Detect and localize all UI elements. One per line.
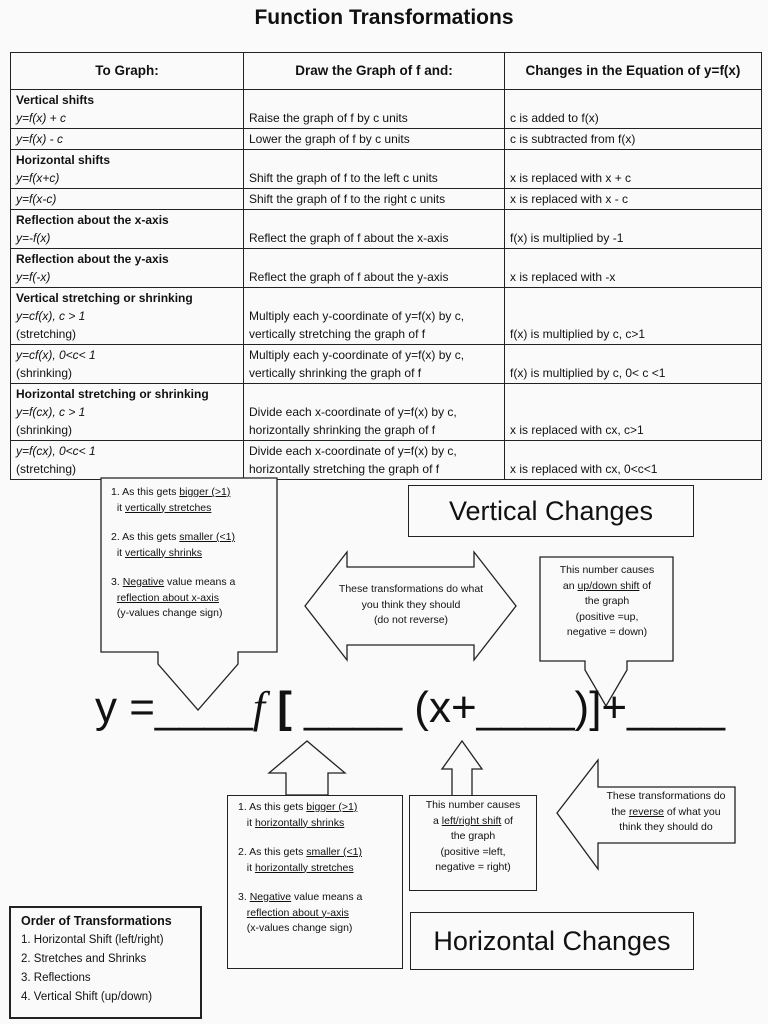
row-heading: Horizontal shifts — [16, 153, 111, 167]
horizontal-factor-note: 1. As this gets bigger (>1) it horizontally shrinks 2. As this gets smaller (<1) it horizontally stretches 3. Negative value means a reflection about y-axis (x-values change sign) — [238, 801, 363, 934]
equation-text: y=f(cx), 0<c< 1 — [16, 444, 96, 458]
draw-text: horizontally shrinking the graph of f — [249, 423, 436, 437]
order-item: 2. Stretches and Shrinks — [21, 953, 147, 965]
order-item: 3. Reflections — [21, 972, 91, 984]
change-cell: c is subtracted from f(x) — [505, 129, 762, 150]
draw-text: Raise the graph of f by c units — [249, 111, 408, 125]
order-item: 1. Horizontal Shift (left/right) — [21, 934, 164, 946]
draw-text: Shift the graph of f to the right c units — [249, 192, 446, 206]
order-title: Order of Transformations — [21, 914, 172, 928]
change-cell: c is added to f(x) — [505, 90, 762, 129]
change-cell: f(x) is multiplied by -1 — [505, 210, 762, 249]
page-title: Function Transformations — [254, 6, 514, 29]
equation-text: y=f(x-c) — [16, 192, 57, 206]
column-header: Changes in the Equation of y=f(x) — [505, 53, 762, 90]
equation-text: y=f(x) - c — [16, 132, 63, 146]
up-arrow-horizontal-factor — [269, 741, 345, 795]
middle-arrow-text: These transformations do what you think they should (do not reverse) — [338, 583, 484, 626]
change-cell: x is replaced with x - c — [505, 189, 762, 210]
row-heading: Vertical stretching or shrinking — [16, 291, 193, 305]
row-heading: Vertical shifts — [16, 93, 95, 107]
change-cell: x is replaced with cx, c>1 — [505, 384, 762, 441]
equation-text: (shrinking) — [16, 366, 73, 380]
column-header: To Graph: — [11, 53, 244, 90]
draw-text: vertically shrinking the graph of f — [249, 366, 422, 380]
change-cell: x is replaced with cx, 0<c<1 — [505, 441, 762, 480]
equation-text: (stretching) — [16, 327, 77, 341]
draw-text: Lower the graph of f by c units — [249, 132, 410, 146]
equation-text: (stretching) — [16, 462, 77, 476]
draw-text: Divide each x-coordinate of y=f(x) by c, — [249, 405, 457, 419]
change-cell: x is replaced with -x — [505, 249, 762, 288]
equation-text: y=-f(x) — [16, 231, 51, 245]
reverse-arrow-text: These transformations do the reverse of what you think they should do — [606, 790, 726, 833]
order-of-transformations-box — [9, 906, 202, 1019]
horizontal-shift-note: This number causes a left/right shift of the graph (positive =left, negative = right) — [425, 799, 521, 873]
horizontal-factor-box — [227, 795, 403, 969]
draw-text: Divide each x-coordinate of y=f(x) by c, — [249, 444, 457, 458]
equation-text: y=f(x) + c — [16, 111, 67, 125]
draw-text: Shift the graph of f to the left c units — [249, 171, 438, 185]
equation-text: y=f(x+c) — [16, 171, 60, 185]
equation-text: y=cf(x), 0<c< 1 — [16, 348, 96, 362]
general-equation: y =____f [ ____ (x+____)]+____ — [95, 683, 726, 732]
equation-text: y=cf(x), c > 1 — [16, 309, 86, 323]
equation-text: (shrinking) — [16, 423, 73, 437]
row-heading: Horizontal stretching or shrinking — [16, 387, 209, 401]
order-item: 4. Vertical Shift (up/down) — [21, 991, 153, 1003]
change-cell: f(x) is multiplied by c, c>1 — [505, 288, 762, 345]
draw-text: Reflect the graph of f about the x-axis — [249, 231, 449, 245]
vertical-shift-note: This number causes an up/down shift of the graph (positive =up, negative = down) — [559, 564, 655, 638]
draw-text: horizontally stretching the graph of f — [249, 462, 440, 476]
up-arrow-horizontal-shift — [442, 741, 482, 796]
row-heading: Reflection about the y-axis — [16, 252, 169, 266]
draw-text: Reflect the graph of f about the y-axis — [249, 270, 449, 284]
vertical-factor-note: 1. As this gets bigger (>1) it vertically stretches 2. As this gets smaller (<1) it vertically shrinks 3. Negative value means a reflection about x-axis (y-values change sign) — [111, 486, 236, 619]
horizontal-shift-box — [409, 795, 537, 891]
draw-text: Multiply each y-coordinate of y=f(x) by c, — [249, 309, 465, 323]
equation-text: y=f(-x) — [16, 270, 51, 284]
change-cell: x is replaced with x + c — [505, 150, 762, 189]
draw-text: vertically stretching the graph of f — [249, 327, 426, 341]
equation-text: y=f(cx), c > 1 — [16, 405, 86, 419]
draw-text: Multiply each y-coordinate of y=f(x) by c, — [249, 348, 465, 362]
change-cell: f(x) is multiplied by c, 0< c <1 — [505, 345, 762, 384]
vertical-changes-label: Vertical Changes — [448, 496, 654, 526]
row-heading: Reflection about the x-axis — [16, 213, 169, 227]
column-header: Draw the Graph of f and: — [244, 53, 505, 90]
horizontal-changes-label: Horizontal Changes — [433, 926, 671, 956]
